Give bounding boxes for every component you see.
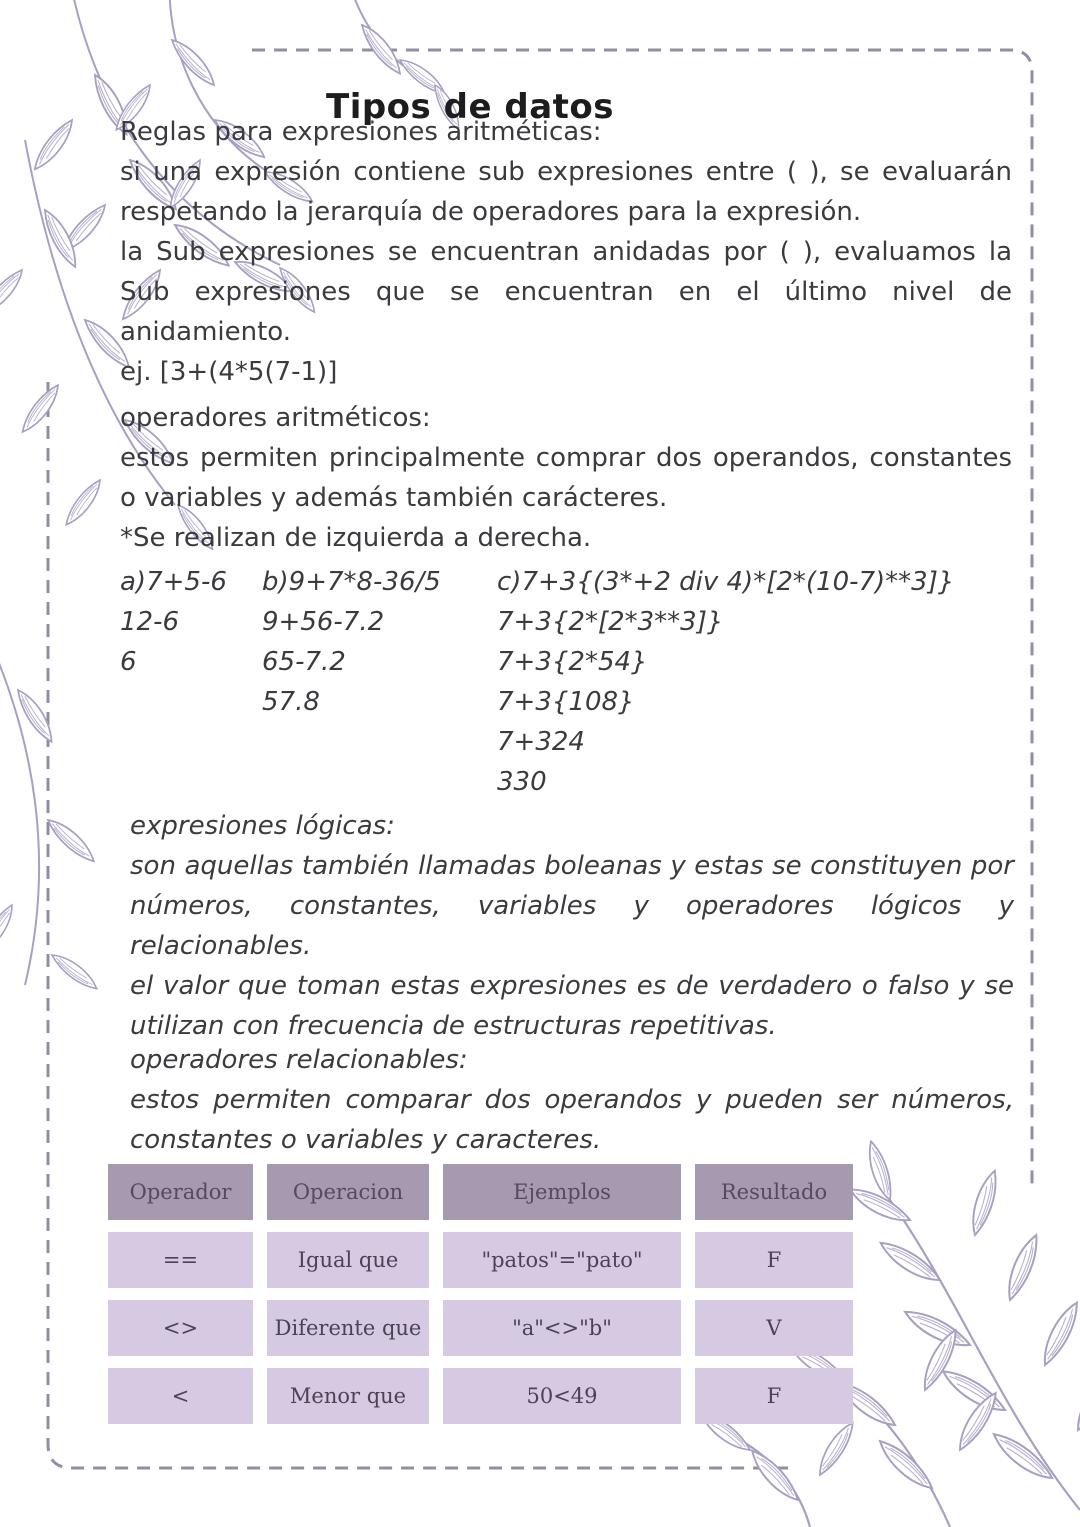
example-line: 7+3{2*[2*3**3]} [497,607,724,637]
section-operadores-aritmeticos [120,398,1012,558]
example-line: 12-6 [120,607,180,637]
table-cell: "patos"="pato" [443,1232,681,1288]
table-cell: Menor que [267,1368,429,1424]
relacionales-heading: operadores relacionables: [130,1045,468,1075]
relacionales-body: estos permiten comparar dos operandos y pueden ser números, constantes o variables y caracteres. [130,1085,1014,1155]
logicas-body1: son aquellas también llamadas boleanas y estas se constituyen por números, constantes, variables y operadores lógicos y relacionables. [130,851,1014,961]
section-reglas [120,112,1012,392]
worked-examples [120,562,1012,802]
table-header-ejemplos: Ejemplos [443,1164,681,1220]
table-header-operacion: Operacion [267,1164,429,1220]
example-line: 7+3{2*54} [497,647,648,677]
logicas-body2: el valor que toman estas expresiones es de verdadero o falso y se utilizan con frecuencia de estructuras repetitivas. [130,971,1014,1041]
logicas-heading: expresiones lógicas: [130,811,395,841]
table-header-operador: Operador [108,1164,253,1220]
table-cell: Igual que [267,1232,429,1288]
table-cell: F [695,1368,853,1424]
example-line: 330 [497,767,547,797]
reglas-heading: Reglas para expresiones aritméticas: [120,117,602,147]
table-cell: "a"<>"b" [443,1300,681,1356]
example-column-c [497,562,1012,802]
example-line: a)7+5-6 [120,567,227,597]
example-line: 57.8 [262,687,320,717]
table-cell: <> [108,1300,253,1356]
example-column-a [120,562,262,802]
example-line: 9+56-7.2 [262,607,385,637]
section-expresiones-logicas [130,806,1014,1046]
page-title: Tipos de datos [326,86,614,127]
reglas-body1: si una expresión contiene sub expresiones entre ( ), se evaluarán respetando la jerarquía de operadores para la expresión. [120,157,1012,227]
example-line: b)9+7*8-36/5 [262,567,441,597]
table-cell: Diferente que [267,1300,429,1356]
example-column-b [262,562,497,802]
example-line: 6 [120,647,137,677]
reglas-example: ej. [3+(4*5(7-1)] [120,357,338,387]
example-line: 65-7.2 [262,647,346,677]
example-line: 7+3{108} [497,687,635,717]
example-line: 7+324 [497,727,585,757]
example-line: c)7+3{(3*+2 div 4)*[2*(10-7)**3]} [497,567,955,597]
table-cell: V [695,1300,853,1356]
table-cell: F [695,1232,853,1288]
aritmeticos-body: estos permiten principalmente comprar dos operandos, constantes o variables y además también carácteres. [120,443,1012,513]
table-cell: < [108,1368,253,1424]
table-cell: == [108,1232,253,1288]
reglas-body2: la Sub expresiones se encuentran anidadas por ( ), evaluamos la Sub expresiones que se encuentran en el último nivel de anidamiento. [120,237,1012,347]
table-header-resultado: Resultado [695,1164,853,1220]
aritmeticos-note: *Se realizan de izquierda a derecha. [120,523,592,553]
aritmeticos-heading: operadores aritméticos: [120,403,431,433]
operators-table [108,1164,853,1424]
table-cell: 50<49 [443,1368,681,1424]
section-operadores-relacionales [130,1040,1014,1160]
